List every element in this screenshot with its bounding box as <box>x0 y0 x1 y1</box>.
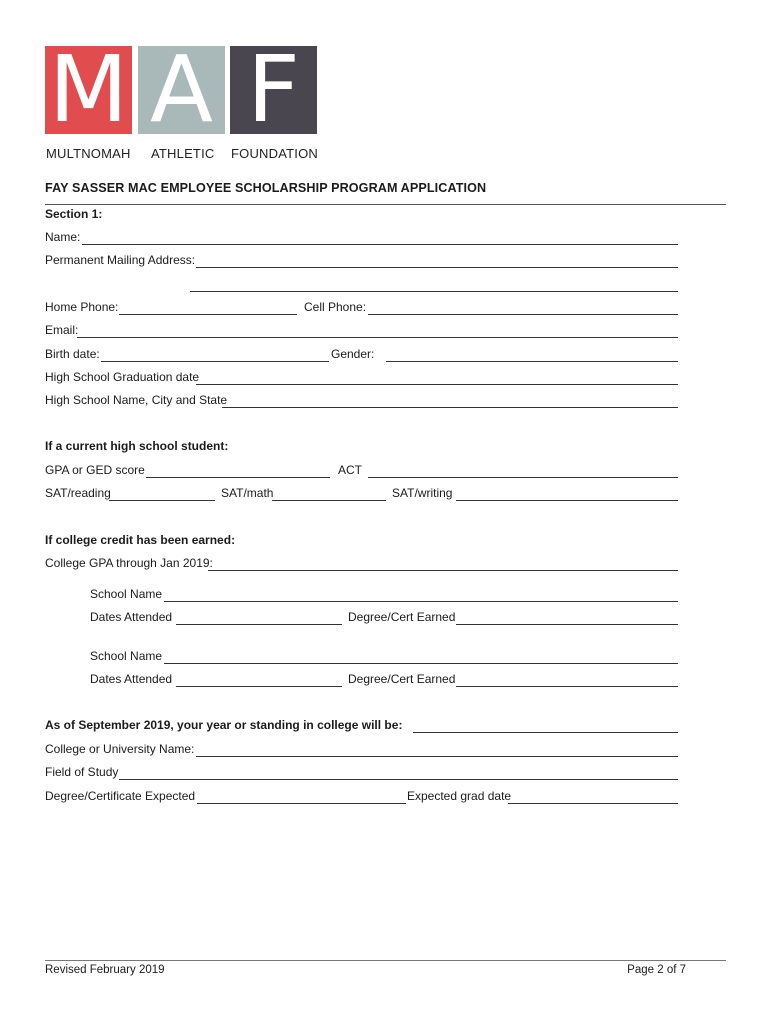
degree-expected-field[interactable] <box>197 803 406 804</box>
sat-writing-label: SAT/writing <box>392 486 453 500</box>
dates-attended-label-1: Dates Attended <box>90 610 173 624</box>
dates-attended-label-2: Dates Attended <box>90 672 173 686</box>
act-label: ACT <box>338 463 362 477</box>
cell-phone-label: Cell Phone: <box>304 300 367 314</box>
logo-word-foundation: FOUNDATION <box>231 146 318 161</box>
act-field[interactable] <box>368 477 678 478</box>
college-credit-heading: If college credit has been earned: <box>45 533 236 547</box>
standing-field[interactable] <box>413 732 678 733</box>
name-label: Name: <box>45 230 81 244</box>
degree-earned-field-2[interactable] <box>456 686 678 687</box>
sat-math-field[interactable] <box>272 500 386 501</box>
gpa-field[interactable] <box>146 477 330 478</box>
address-field-1[interactable] <box>196 267 678 268</box>
sat-reading-label: SAT/reading <box>45 486 111 500</box>
college-name-label: College or University Name: <box>45 742 195 756</box>
logo-word-athletic: ATHLETIC <box>151 146 215 161</box>
birth-date-label: Birth date: <box>45 347 100 361</box>
sat-reading-field[interactable] <box>109 500 215 501</box>
school-name-label-2: School Name <box>90 649 163 663</box>
logo-block-m <box>45 46 132 134</box>
hs-grad-date-field[interactable] <box>196 384 678 385</box>
logo-letter-m: M <box>48 46 129 134</box>
home-phone-field[interactable] <box>119 314 297 315</box>
gender-field[interactable] <box>386 361 678 362</box>
standing-heading: As of September 2019, your year or standing in college will be: <box>45 718 403 732</box>
grad-date-label: Expected grad date <box>407 789 512 803</box>
college-gpa-label: College GPA through Jan 2019: <box>45 556 213 570</box>
field-of-study-field[interactable] <box>119 779 678 780</box>
logo-letter-a: A <box>150 46 213 134</box>
college-name-field[interactable] <box>196 756 678 757</box>
address-label: Permanent Mailing Address: <box>45 253 196 267</box>
school-name-field-1[interactable] <box>164 601 678 602</box>
section1-heading: Section 1: <box>45 207 103 221</box>
sat-math-label: SAT/math <box>221 486 274 500</box>
cell-phone-field[interactable] <box>368 314 678 315</box>
birth-date-field[interactable] <box>101 361 329 362</box>
logo-letter-f: F <box>247 46 300 134</box>
hs-name-label: High School Name, City and State <box>45 393 228 407</box>
gpa-label: GPA or GED score <box>45 463 145 477</box>
degree-earned-label-1: Degree/Cert Earned <box>348 610 456 624</box>
college-gpa-field[interactable] <box>208 570 678 571</box>
dates-attended-field-2[interactable] <box>176 686 342 687</box>
gender-label: Gender: <box>331 347 375 361</box>
school-name-field-2[interactable] <box>164 663 678 664</box>
field-of-study-label: Field of Study <box>45 765 119 779</box>
email-field[interactable] <box>77 337 678 338</box>
school-name-label-1: School Name <box>90 587 163 601</box>
logo-word-multnomah: MULTNOMAH <box>46 146 131 161</box>
grad-date-field[interactable] <box>508 803 678 804</box>
home-phone-label: Home Phone: <box>45 300 119 314</box>
footer-revised: Revised February 2019 <box>45 964 165 976</box>
sat-writing-field[interactable] <box>456 500 678 501</box>
page-title: FAY SASSER MAC EMPLOYEE SCHOLARSHIP PROGRAM APPLICATION <box>45 181 487 195</box>
hs-heading: If a current high school student: <box>45 439 229 453</box>
address-field-2[interactable] <box>190 291 678 292</box>
logo-block-f <box>230 46 317 134</box>
hs-grad-date-label: High School Graduation date <box>45 370 200 384</box>
title-rule <box>45 204 726 205</box>
logo-block-a <box>138 46 225 134</box>
hs-name-field[interactable] <box>222 407 678 408</box>
degree-earned-field-1[interactable] <box>456 624 678 625</box>
name-field[interactable] <box>82 244 678 245</box>
footer-page-number: Page 2 of 7 <box>627 964 686 976</box>
degree-earned-label-2: Degree/Cert Earned <box>348 672 456 686</box>
dates-attended-field-1[interactable] <box>176 624 342 625</box>
email-label: Email: <box>45 323 79 337</box>
degree-expected-label: Degree/Certificate Expected <box>45 789 196 803</box>
footer-rule <box>45 960 726 961</box>
